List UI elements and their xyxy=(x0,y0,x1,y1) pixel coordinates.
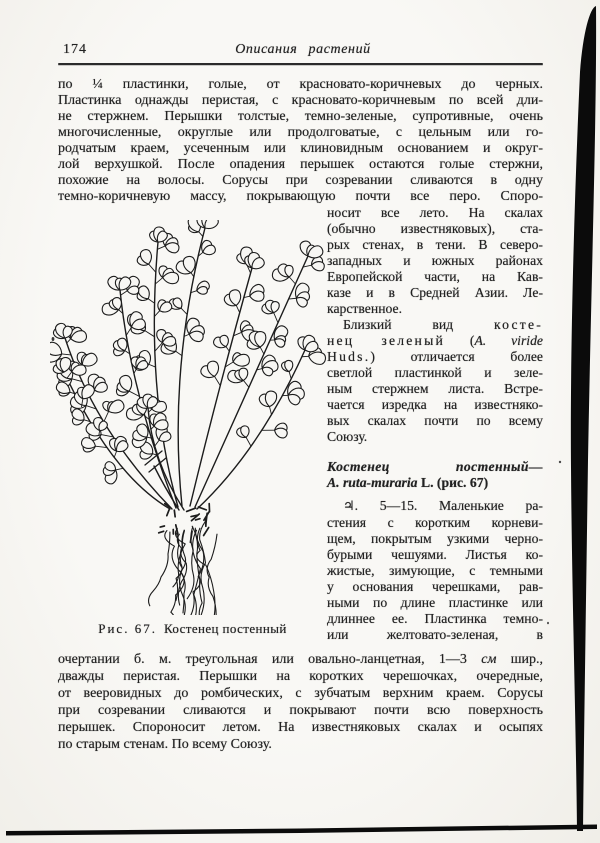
text-run: шир., xyxy=(496,652,543,667)
text-line: при созревании сливаются и покрывают почти всю поверхность xyxy=(58,703,543,718)
page-number: 174 xyxy=(63,42,87,57)
intro-paragraph xyxy=(58,77,543,205)
text-line: западных и южных районах xyxy=(327,253,543,268)
text-line: у основания черешками, рав- xyxy=(327,579,543,594)
text-line xyxy=(327,349,543,365)
text-run: очертании б. м. треугольная или овально-ланцетная, 1—3 xyxy=(58,652,482,667)
unit-abbreviation: см xyxy=(481,652,497,667)
text-line: стения с коротким корневи- xyxy=(327,515,543,530)
text-line: или желтовато-зеленая, в xyxy=(327,627,543,642)
text-line xyxy=(58,651,543,668)
text-line: многочисленные, округлые или продолговатые, с цельным или го- xyxy=(58,125,543,140)
text-line: лой верхушкой. После опадения перышек остаются голые стержни, xyxy=(58,157,543,172)
text-line: светлой пластинкой и зеле- xyxy=(327,365,543,380)
text-line xyxy=(327,333,543,349)
text-line: бурыми чешуями. Листья ко- xyxy=(327,547,543,562)
ink-speck xyxy=(559,461,561,463)
text-line: не стержнем. Перышки толстые, темно-зеленые, супротивные, очень xyxy=(58,109,543,124)
text-line: ным стержнем листа. Встре- xyxy=(327,381,543,396)
bottom-paragraph xyxy=(58,651,543,753)
latin-name: A. ruta-muraria xyxy=(327,475,418,490)
species-heading-latin-line xyxy=(327,475,543,491)
text-line: карственное. xyxy=(327,301,403,316)
text-line: (обычно известняковых), ста- xyxy=(327,221,543,236)
text-line: дважды перистая. Перышки на коротких черешочках, очередные, xyxy=(58,669,543,684)
text-run: Huds. xyxy=(327,349,371,364)
two-column-block xyxy=(58,205,543,643)
text-line: Пластинка однажды перистая, с красновато-коричневым по всей дли- xyxy=(58,93,543,108)
text-line: щем, покрытым узкими черно- xyxy=(327,531,543,546)
text-line: вых скалах почти по всему xyxy=(327,413,543,428)
text-line xyxy=(327,498,543,515)
text-run: нец зеленый xyxy=(327,333,446,348)
text-line: рых стенах, в тени. В северо- xyxy=(327,237,543,252)
text-line: по ¼ пластинки, голые, от красновато-коричневых до черных. xyxy=(58,77,543,92)
book-edge-shadow xyxy=(571,6,596,831)
species-heading xyxy=(327,459,543,491)
figure-caption-label: Рис. 67. xyxy=(98,621,157,636)
figure-caption xyxy=(58,621,327,637)
text-line: ными по длине пластинке или xyxy=(327,595,543,610)
page-header xyxy=(63,42,543,60)
text-line: похожие на волосы. Сорусы при созревании сливаются в одну xyxy=(58,173,543,188)
text-line: родчатым краем, усеченным или клиновидным основанием и округ- xyxy=(58,141,543,156)
text-run: Близкий вид xyxy=(343,317,494,332)
running-title: Описания растений xyxy=(235,42,371,57)
text-run: ) отличается более xyxy=(370,349,543,364)
text-column xyxy=(327,205,543,643)
text-run: . 5—15. Маленькие ра- xyxy=(354,498,543,513)
fern-illustration xyxy=(50,220,335,615)
ink-speck xyxy=(547,622,549,625)
text-line: темно-коричневую массу, покрывающую почти все перо. Споро- xyxy=(58,189,543,204)
text-run: L. (рис. 67) xyxy=(417,475,489,490)
text-line: длиннее ее. Пластинка темно- xyxy=(327,611,543,626)
species-heading-russian: Костенец постенный— xyxy=(327,459,543,474)
text-line: чается изредка на известняко- xyxy=(327,397,543,412)
bottom-scan-line xyxy=(6,825,597,836)
text-line: по старым стенам. По всему Союзу. xyxy=(58,737,272,752)
header-rule xyxy=(58,63,543,65)
figure-column xyxy=(58,205,327,643)
text-run: ( xyxy=(445,333,475,348)
perennial-symbol: ♃ xyxy=(343,499,355,514)
text-line: Европейской части, на Кав- xyxy=(327,269,543,284)
text-line: жистые, зимующие, с темными xyxy=(327,563,543,578)
text-run: косте- xyxy=(493,317,543,332)
text-line: казе и в Средней Азии. Ле- xyxy=(327,285,543,300)
text-line: Союзу. xyxy=(327,429,368,444)
text-line: перышек. Спороносит летом. На известняковых скалах и осыпях xyxy=(58,720,543,735)
text-line xyxy=(327,317,543,333)
text-line: носит все лето. На скалах xyxy=(327,205,543,220)
text-line: от вееровидных до ромбических, с зубчатым верхним краем. Сорусы xyxy=(58,686,543,701)
latin-name: A. viride xyxy=(474,333,543,348)
figure-caption-text: Костенец постенный xyxy=(163,621,287,636)
